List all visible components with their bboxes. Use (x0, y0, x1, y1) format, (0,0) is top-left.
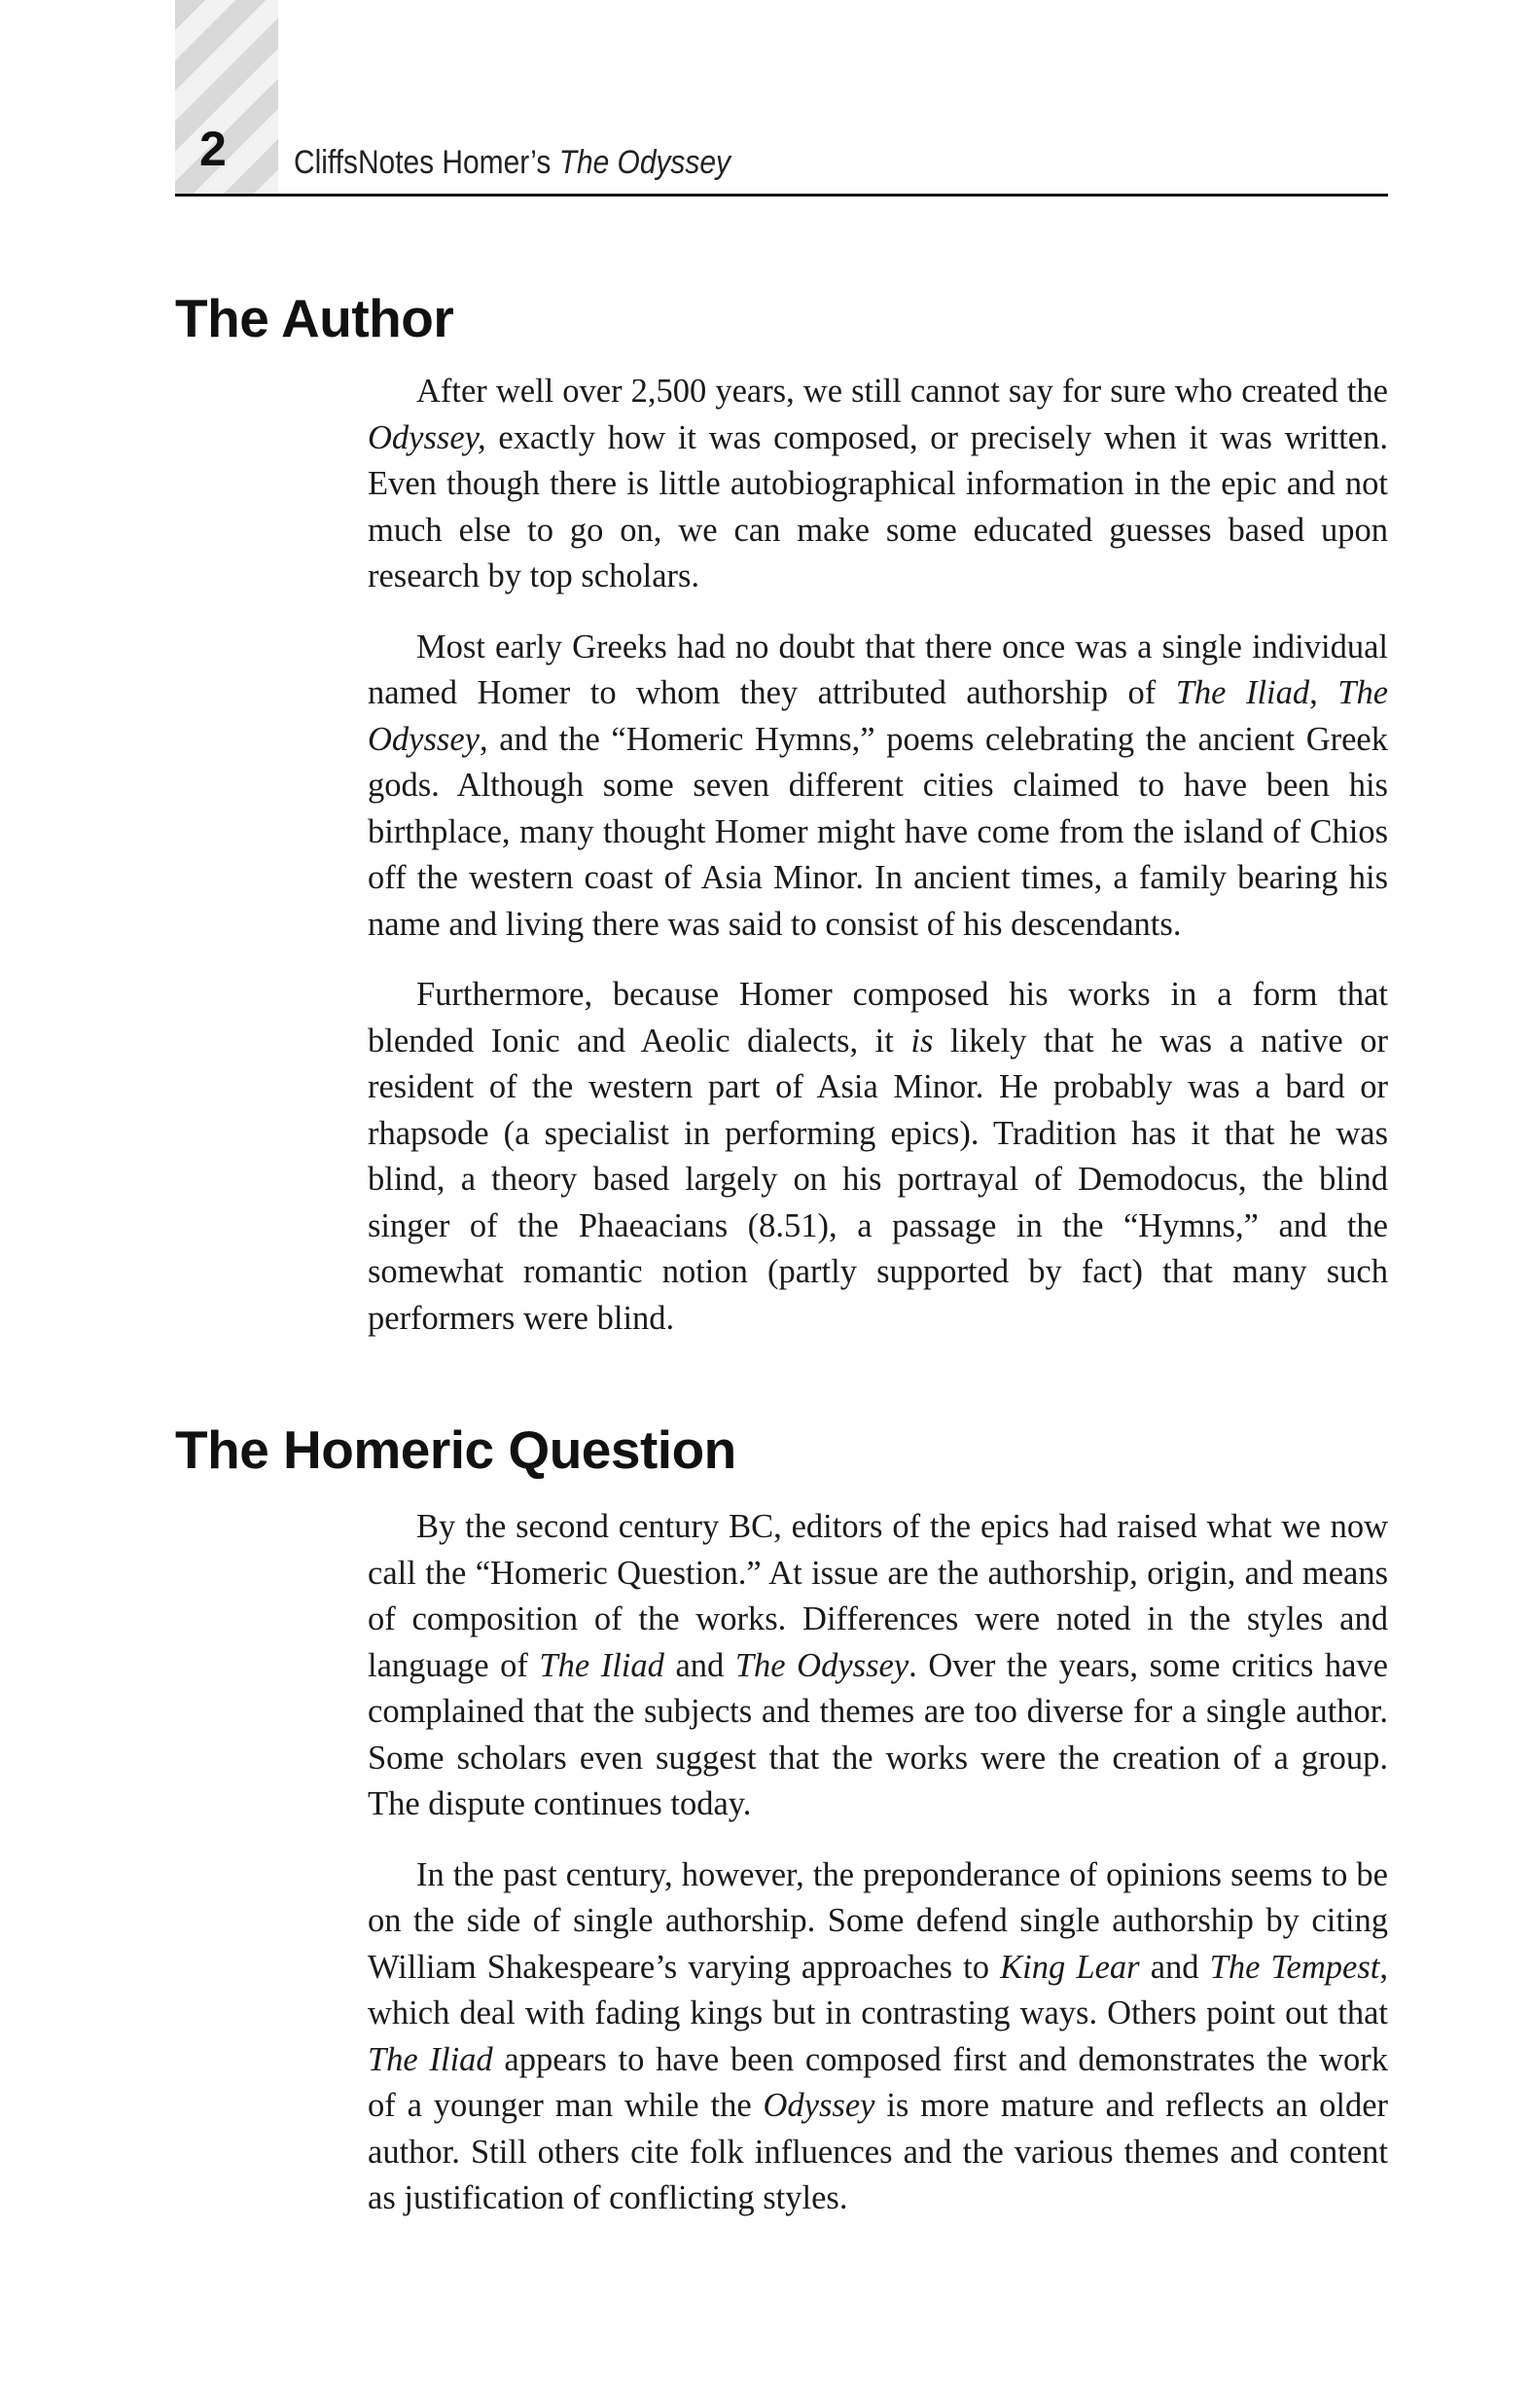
italic-text-run: King Lear (1000, 1948, 1140, 1986)
text-run: In the past century, however, the preponderance of opinions seems to be on the side of single authorship. Some defend single authorship by citing William Shakespeare’s varying approaches to (368, 1855, 1388, 1986)
section-body-homeric-question (368, 1504, 1388, 2222)
italic-text-run: The Iliad (1175, 674, 1310, 711)
running-head-prefix: CliffsNotes Homer’s (294, 144, 559, 181)
running-head (294, 146, 730, 179)
italic-text-run: Odyssey (763, 2087, 875, 2124)
header-rule (175, 194, 1388, 197)
italic-text-run: The Odyssey (734, 1646, 909, 1684)
text-run: . Over the years, some critics have complained that the subjects and themes are too diverse for a single author. Some scholars even suggest that the works were the creation of a group. The dispute continues today. (368, 1646, 1388, 1822)
text-run: and (1139, 1948, 1210, 1986)
paragraph (368, 972, 1388, 1342)
italic-text-run: is (910, 1022, 934, 1060)
paragraph (368, 1504, 1388, 1828)
text-run: By the second century BC, editors of the epics had raised what we now call the “Homeric Question.” At issue are the authorship, origin, and means of composition of the works. Differences were noted in the styles and language of (368, 1508, 1388, 1684)
running-head-title: The Odyssey (558, 144, 730, 181)
text-run: Furthermore, because Homer composed his works in a form that blended Ionic and Aeolic dialects, it (368, 976, 1388, 1060)
page-number: 2 (199, 122, 227, 176)
section-body-the-author (368, 369, 1388, 1342)
text-run: likely that he was a native or resident of the western part of Asia Minor. He probably was a bard or rhapsode (a specialist in performing epics). Tradition has it that he was blind, a theory based largely on his portrayal of Demodocus, the blind singer of the Phaeacians (8.51), a passage in the “Hymns,” and the somewhat romantic notion (partly supported by fact) that many such performers were blind. (368, 1022, 1388, 1337)
text-run: After well over 2,500 years, we still cannot say for sure who created the (416, 373, 1388, 410)
italic-text-run: The Iliad (539, 1646, 664, 1684)
text-run: , (1309, 674, 1338, 711)
section-heading-homeric-question: The Homeric Question (175, 1420, 736, 1480)
paragraph (368, 369, 1388, 600)
text-run: , which deal with fading kings but in contrasting ways. Others point out that (368, 1948, 1388, 2031)
header-stripe-decoration (175, 0, 278, 195)
italic-text-run: Odyssey, (368, 418, 486, 456)
text-run: exactly how it was composed, or precisely when it was written. Even though there is little autobiographical information in the epic and not much else to go on, we can make some educated guesses based upon research by top scholars. (368, 418, 1388, 594)
italic-text-run: The Iliad (368, 2040, 493, 2078)
text-run: , and the “Homeric Hymns,” poems celebrating the ancient Greek gods. Although some seven different cities claimed to have been his birthplace, many thought Homer might have come from the island of Chios off the western coast of Asia Minor. In ancient times, a family bearing his name and living there was said to consist of his descendants. (368, 720, 1388, 943)
text-run: Most early Greeks had no doubt that there once was a single individual named Homer to whom they attributed authorship of (368, 628, 1388, 711)
text-run: appears to have been composed first and demonstrates the work of a younger man while the (368, 2040, 1388, 2124)
text-run: is more mature and reflects an older author. Still others cite folk influences and the various themes and content as justification of conflicting styles. (368, 2087, 1388, 2216)
italic-text-run: The Tempest (1209, 1948, 1380, 1986)
paragraph (368, 625, 1388, 949)
paragraph (368, 1852, 1388, 2222)
text-run: and (663, 1646, 735, 1684)
section-heading-the-author: The Author (175, 288, 454, 348)
italic-text-run: The Odyssey (368, 674, 1389, 758)
